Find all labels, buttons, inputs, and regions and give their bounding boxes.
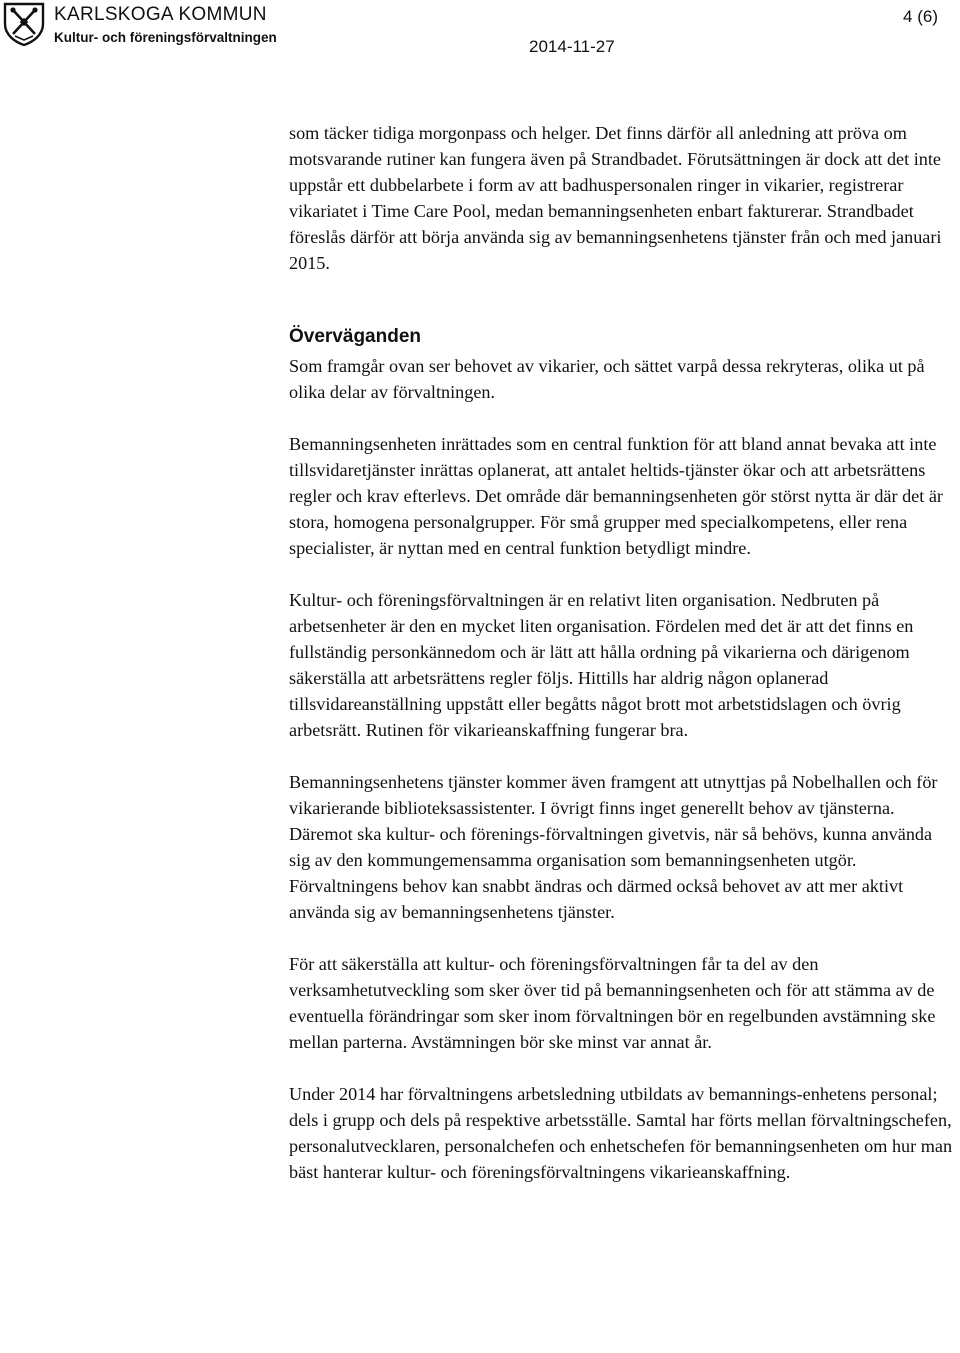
paragraph: För att säkerställa att kultur- och föreningsförvaltningen får ta del av den verksamhetutveckling som sker över tid på bemanningsenheten och för att stämma av de eventuella förändringar som sker inom förvaltningen bör en regelbunden avstämning ske mellan parterna. Avstämningen bör ske minst var annat år. [289,954,936,1052]
document-body [289,120,957,1185]
paragraph: Under 2014 har förvaltningens arbetsledning utbildats av bemannings-enhetens personal; dels i grupp och dels på respektive arbetsställe. Samtal har förts mellan förvaltningschefen, personalutvecklaren, personalchefen och enhetschefen för bemanningsenheten om hur man bäst hanterar kultur- och föreningsförvaltningens vikarieanskaffning. [289,1084,953,1182]
paragraph: som täcker tidiga morgonpass och helger. Det finns därför all anledning att pröva om motsvarande rutiner kan fungera även på Strandbadet. Förutsättningen är dock att det inte uppstår ett dubbelarbete i form av att badhuspersonalen ringer in vikarier, registrerar vikariatet i Time Care Pool, medan bemanningsenheten enbart fakturerar. Strandbadet föreslås därför att börja använda sig av bemanningsenhetens tjänster från och med januari 2015. [289,123,942,273]
paragraph: Bemanningsenhetens tjänster kommer även framgent att utnyttjas på Nobelhallen och för vikarierande biblioteksassistenter. I övrigt finns inget generellt behov av tjänsterna. Däremot ska kultur- och förenings-förvaltningen givetvis, när så behövs, kunna använda sig av den kommungemensamma organisation som bemanningsenheten utgör. Förvaltningens behov kan snabbt ändras och därmed också behovet av att mer aktivt använda sig av bemanningsenhetens tjänster. [289,772,938,922]
document-date: 2014-11-27 [529,37,615,56]
paragraph: Bemanningsenheten inrättades som en central funktion för att bland annat bevaka att inte tillsvidaretjänster inrättas oplanerat, att antalet heltids-tjänster ökar och att arbetsrättens regler och krav efterlevs. Det område där bemanningsenheten gör störst nytta är där det är stora, homogena personalgrupper. För små grupper med specialkompetens, eller rena specialister, är nyttan med en central funktion betydligt mindre. [289,434,943,558]
page-header [0,0,960,60]
organization-name: KARLSKOGA KOMMUN [54,4,267,25]
paragraph: Som framgår ovan ser behovet av vikarier, och sättet varpå dessa rekryteras, olika ut på olika delar av förvaltningen. [289,356,925,402]
paragraph: Kultur- och föreningsförvaltningen är en relativt liten organisation. Nedbruten på arbetsenheter är den en mycket liten organisation. Fördelen med det är att det finns en fullständig personkännedom och är lätt att hålla ordning på vikarierna och därigenom säkerställa att arbetsrättens regler följs. Hittills har aldrig någon oplanerad tillsvidareanställning uppstått eller begåtts något brott mot arbetstidslagen och övrig arbetsrätt. Rutinen för vikarieanskaffning fungerar bra. [289,590,914,740]
section-heading: Överväganden [289,326,421,347]
karlskoga-coat-of-arms-logo [2,2,46,46]
page-number: 4 (6) [903,7,938,26]
department-name: Kultur- och föreningsförvaltningen [54,30,277,45]
